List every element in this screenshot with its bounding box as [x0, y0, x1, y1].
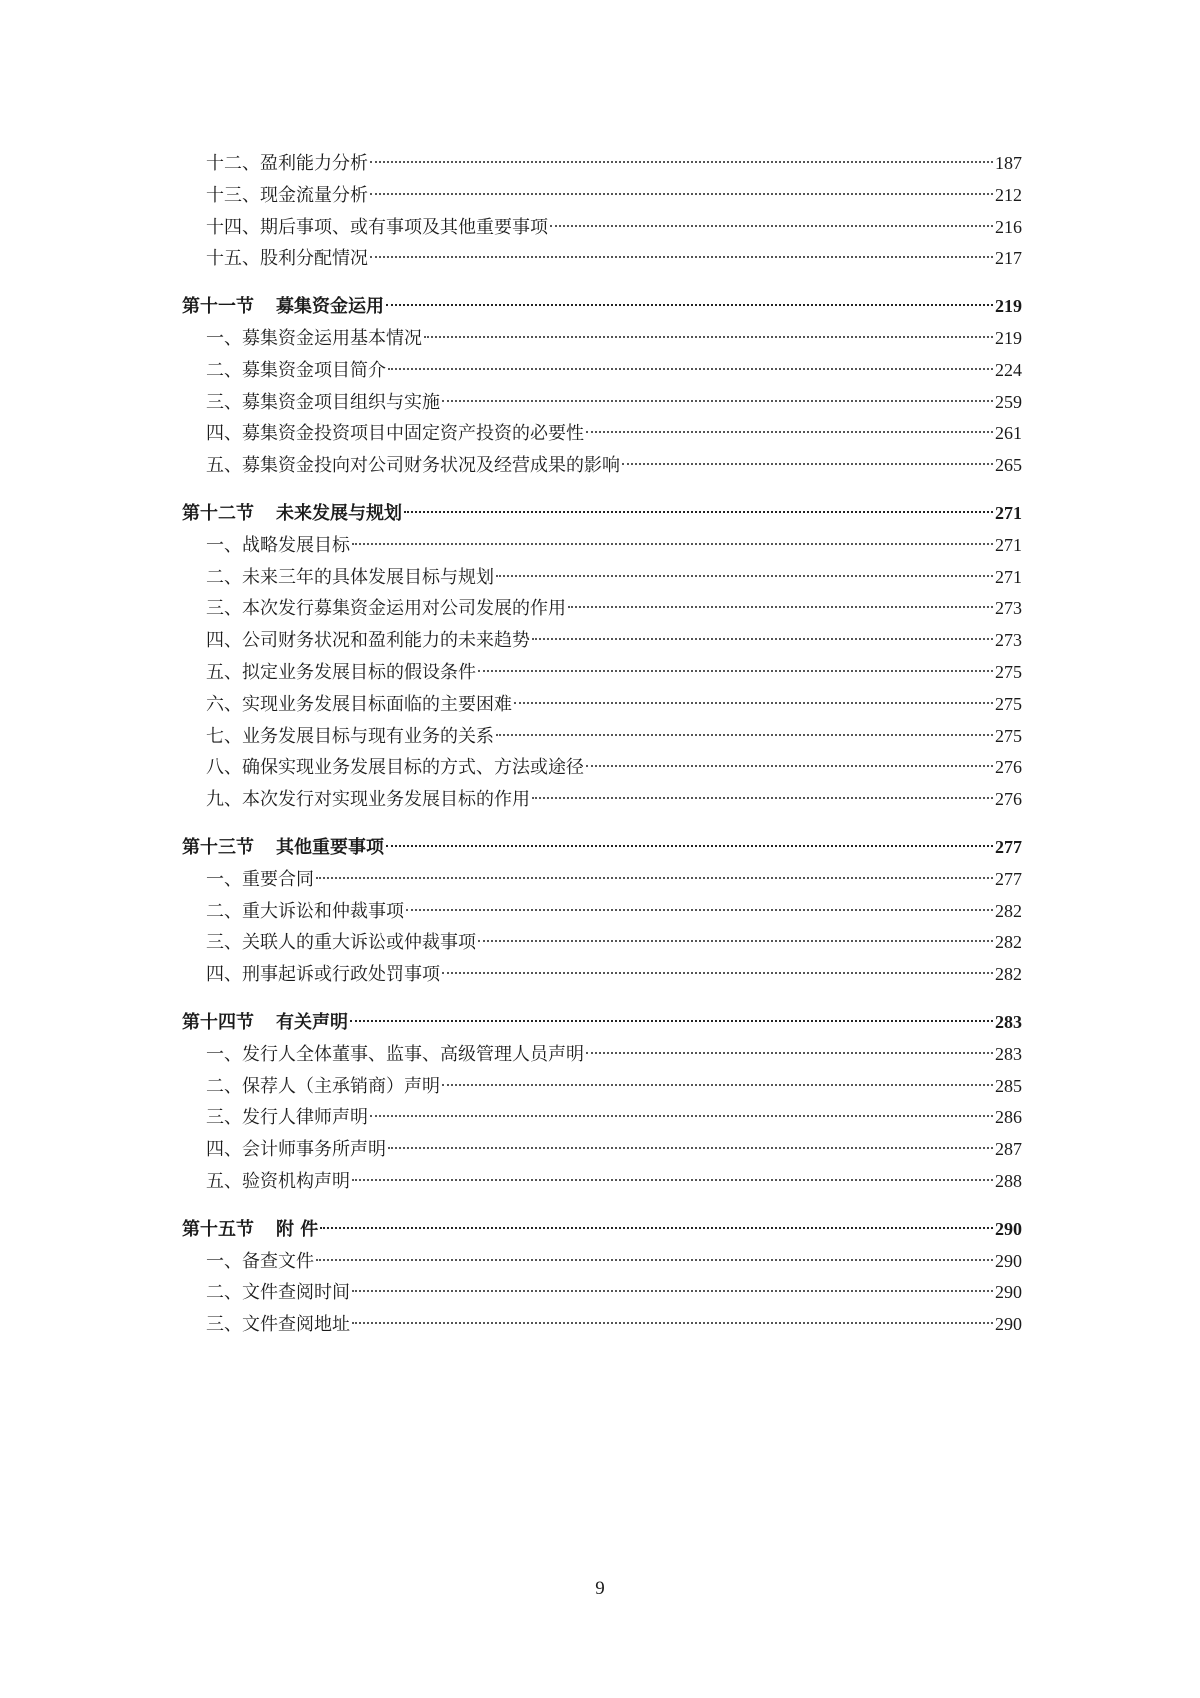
- toc-page-number: 224: [995, 359, 1022, 380]
- dot-leader: [478, 670, 993, 672]
- dot-leader: [568, 606, 993, 608]
- toc-entry-label: [182, 832, 384, 864]
- toc-entry[interactable]: [182, 1277, 1022, 1309]
- toc-page-number: 276: [995, 757, 1022, 778]
- toc-section-title: 募集资金运用: [276, 296, 384, 318]
- toc-entry-label: 二、保荐人（主承销商）声明: [206, 1075, 440, 1097]
- toc-entry[interactable]: [182, 418, 1022, 450]
- toc-page-number: 283: [995, 1043, 1022, 1064]
- toc-entry[interactable]: [182, 1309, 1022, 1341]
- toc-page-number: 290: [995, 1218, 1022, 1239]
- toc-entry-label: 十四、期后事项、或有事项及其他重要事项: [206, 216, 548, 238]
- dot-leader: [586, 431, 993, 433]
- toc-page-number: 285: [995, 1075, 1022, 1096]
- toc-entry[interactable]: [182, 593, 1022, 625]
- dot-leader: [442, 400, 993, 402]
- toc-page-number: 216: [995, 216, 1022, 237]
- toc-entry-label: 三、文件查阅地址: [206, 1314, 350, 1336]
- dot-leader: [352, 1322, 993, 1324]
- dot-leader: [586, 765, 993, 767]
- toc-entry-label: 四、公司财务状况和盈利能力的未来趋势: [206, 630, 530, 652]
- toc-entry[interactable]: [182, 721, 1022, 753]
- toc-entry[interactable]: [182, 657, 1022, 689]
- dot-leader: [586, 1052, 993, 1054]
- toc-entry[interactable]: [182, 323, 1022, 355]
- toc-entry[interactable]: [182, 387, 1022, 419]
- toc-entry[interactable]: [182, 959, 1022, 991]
- toc-page-number: 275: [995, 661, 1022, 682]
- dot-leader: [404, 511, 993, 513]
- toc-page-number: 282: [995, 900, 1022, 921]
- dot-leader: [442, 972, 993, 974]
- toc-entry-label: 一、重要合同: [206, 868, 314, 890]
- dot-leader: [352, 1290, 993, 1292]
- toc-page-number: 290: [995, 1314, 1022, 1335]
- toc-entry[interactable]: [182, 625, 1022, 657]
- dot-leader: [496, 575, 993, 577]
- toc-section-heading[interactable]: [182, 291, 1022, 323]
- toc-entry-label: 二、重大诉讼和仲裁事项: [206, 900, 404, 922]
- toc-page-number: 271: [995, 566, 1022, 587]
- toc-entry[interactable]: [182, 1071, 1022, 1103]
- dot-leader: [386, 304, 993, 306]
- toc-section-number: 第十二节: [182, 502, 254, 524]
- table-of-contents: [182, 148, 1022, 1341]
- toc-section-number: 第十五节: [182, 1218, 254, 1240]
- dot-leader: [406, 909, 993, 911]
- toc-section-number: 第十四节: [182, 1011, 254, 1033]
- toc-entry[interactable]: [182, 784, 1022, 816]
- dot-leader: [388, 1147, 993, 1149]
- dot-leader: [370, 193, 993, 195]
- toc-page-number: 273: [995, 630, 1022, 651]
- toc-page-number: 283: [995, 1011, 1022, 1032]
- dot-leader: [496, 734, 993, 736]
- toc-page-number: 275: [995, 693, 1022, 714]
- toc-entry-label: [182, 291, 384, 323]
- toc-entry[interactable]: [182, 530, 1022, 562]
- toc-entry-label: 三、募集资金项目组织与实施: [206, 391, 440, 413]
- toc-entry-label: 十三、现金流量分析: [206, 184, 368, 206]
- toc-entry-label: [182, 1007, 348, 1039]
- toc-entry[interactable]: [182, 896, 1022, 928]
- toc-page-number: 290: [995, 1250, 1022, 1271]
- toc-section-title: 有关声明: [276, 1011, 348, 1033]
- toc-page-number: 276: [995, 789, 1022, 810]
- toc-entry[interactable]: [182, 689, 1022, 721]
- toc-page-number: 273: [995, 598, 1022, 619]
- toc-section-heading[interactable]: [182, 1214, 1022, 1246]
- toc-page-number: 282: [995, 932, 1022, 953]
- toc-entry-label: [182, 1214, 318, 1246]
- dot-leader: [514, 702, 993, 704]
- dot-leader: [320, 1227, 993, 1229]
- toc-entry-label: 二、文件查阅时间: [206, 1282, 350, 1304]
- toc-entry-label: 八、确保实现业务发展目标的方式、方法或途径: [206, 757, 584, 779]
- dot-leader: [386, 845, 993, 847]
- toc-page-number: 275: [995, 725, 1022, 746]
- toc-entry[interactable]: [182, 355, 1022, 387]
- toc-entry-label: 二、募集资金项目简介: [206, 359, 386, 381]
- toc-entry-label: 四、募集资金投资项目中固定资产投资的必要性: [206, 423, 584, 445]
- toc-page-number: 212: [995, 184, 1022, 205]
- toc-page-number: 287: [995, 1139, 1022, 1160]
- toc-section-heading[interactable]: [182, 832, 1022, 864]
- toc-entry[interactable]: [182, 1166, 1022, 1198]
- dot-leader: [424, 336, 993, 338]
- toc-entry-label: 四、会计师事务所声明: [206, 1139, 386, 1161]
- dot-leader: [550, 225, 993, 227]
- toc-entry-label: 一、战略发展目标: [206, 534, 350, 556]
- toc-entry[interactable]: [182, 1102, 1022, 1134]
- toc-section-number: 第十三节: [182, 836, 254, 858]
- dot-leader: [532, 797, 993, 799]
- toc-page-number: 219: [995, 296, 1022, 317]
- toc-entry[interactable]: [182, 243, 1022, 275]
- dot-leader: [622, 463, 993, 465]
- toc-page-number: 219: [995, 327, 1022, 348]
- toc-page-number: 277: [995, 836, 1022, 857]
- toc-page-number: 286: [995, 1107, 1022, 1128]
- toc-page-number: 187: [995, 153, 1022, 173]
- toc-entry[interactable]: [182, 927, 1022, 959]
- dot-leader: [352, 543, 993, 545]
- toc-page-number: 288: [995, 1170, 1022, 1191]
- toc-entry-label: 七、业务发展目标与现有业务的关系: [206, 725, 494, 747]
- toc-entry-label: 三、本次发行募集资金运用对公司发展的作用: [206, 598, 566, 620]
- toc-entry-label: 一、募集资金运用基本情况: [206, 327, 422, 349]
- toc-entry-label: 五、拟定业务发展目标的假设条件: [206, 661, 476, 683]
- toc-entry[interactable]: [182, 180, 1022, 212]
- toc-entry[interactable]: [182, 1039, 1022, 1071]
- dot-leader: [388, 368, 993, 370]
- dot-leader: [370, 256, 993, 258]
- dot-leader: [478, 940, 993, 942]
- toc-entry[interactable]: [182, 450, 1022, 482]
- toc-page-number: 259: [995, 391, 1022, 412]
- toc-entry[interactable]: [182, 562, 1022, 594]
- toc-section-title: 附 件: [276, 1218, 319, 1240]
- toc-entry[interactable]: [182, 864, 1022, 896]
- toc-entry[interactable]: [182, 752, 1022, 784]
- dot-leader: [352, 1179, 993, 1181]
- toc-entry[interactable]: [182, 1246, 1022, 1278]
- toc-section-title: 其他重要事项: [276, 836, 384, 858]
- toc-page-number: 271: [995, 502, 1022, 523]
- toc-entry-label: 三、发行人律师声明: [206, 1107, 368, 1129]
- dot-leader: [316, 877, 993, 879]
- toc-page-number: 265: [995, 455, 1022, 476]
- toc-page-number: 290: [995, 1282, 1022, 1303]
- page-number: 9: [595, 1578, 605, 1599]
- toc-page-number: 277: [995, 868, 1022, 889]
- toc-entry-label: 一、发行人全体董事、监事、高级管理人员声明: [206, 1043, 584, 1065]
- toc-page-number: 282: [995, 964, 1022, 985]
- toc-section-title: 未来发展与规划: [276, 502, 402, 524]
- toc-entry[interactable]: [182, 212, 1022, 244]
- toc-entry-label: 四、刑事起诉或行政处罚事项: [206, 964, 440, 986]
- dot-leader: [370, 1115, 993, 1117]
- toc-entry-label: 九、本次发行对实现业务发展目标的作用: [206, 789, 530, 811]
- toc-page-number: 217: [995, 248, 1022, 269]
- toc-page-number: 261: [995, 423, 1022, 444]
- toc-entry-label: 十二、盈利能力分析: [206, 153, 368, 174]
- toc-entry[interactable]: [182, 148, 1022, 180]
- toc-entry-label: 一、备查文件: [206, 1250, 314, 1272]
- toc-entry-label: [182, 498, 402, 530]
- toc-entry-label: 六、实现业务发展目标面临的主要困难: [206, 693, 512, 715]
- toc-entry-label: 五、验资机构声明: [206, 1170, 350, 1192]
- toc-entry-label: 二、未来三年的具体发展目标与规划: [206, 566, 494, 588]
- toc-section-number: 第十一节: [182, 296, 254, 318]
- dot-leader: [532, 638, 993, 640]
- dot-leader: [316, 1259, 993, 1261]
- toc-page-number: 271: [995, 534, 1022, 555]
- toc-section-heading[interactable]: [182, 1007, 1022, 1039]
- dot-leader: [350, 1020, 993, 1022]
- toc-entry-label: 十五、股利分配情况: [206, 248, 368, 270]
- toc-section-heading[interactable]: [182, 498, 1022, 530]
- toc-entry-label: 三、关联人的重大诉讼或仲裁事项: [206, 932, 476, 954]
- toc-entry-label: 五、募集资金投向对公司财务状况及经营成果的影响: [206, 455, 620, 477]
- toc-entry[interactable]: [182, 1134, 1022, 1166]
- dot-leader: [370, 161, 993, 163]
- dot-leader: [442, 1084, 993, 1086]
